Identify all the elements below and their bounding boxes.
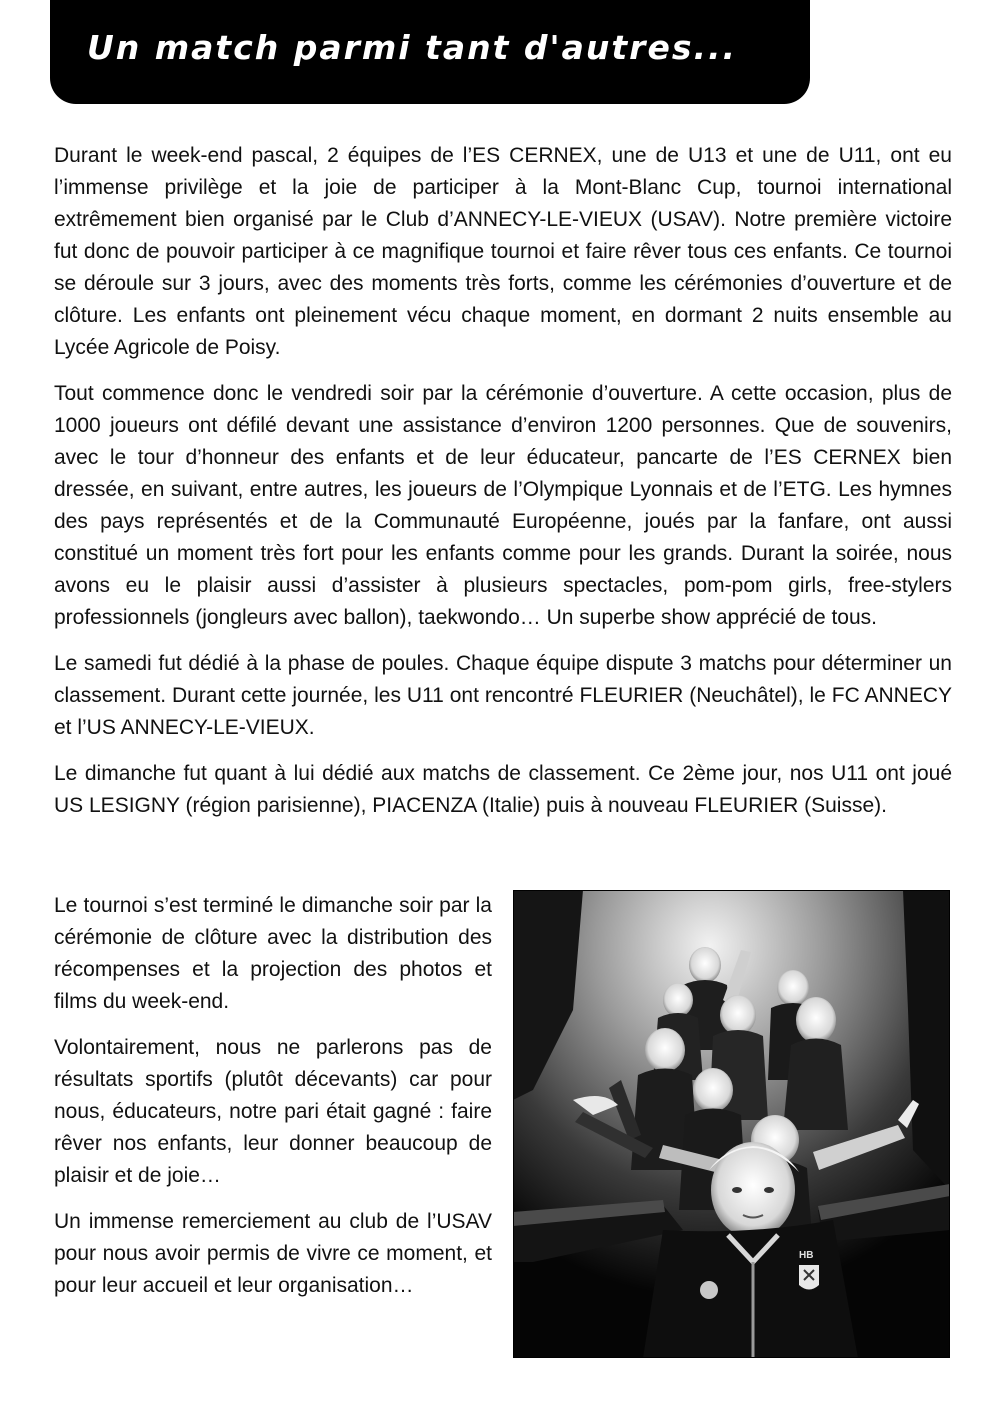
article-paragraph-3: Le samedi fut dédié à la phase de poules. Chaque équipe dispute 3 matchs pour déterminer un classement. Durant cette journée, les U11 ont rencontré FLEURIER (Neuchâtel), le FC ANNECY et l’US ANNECY-LE-VIEUX. xyxy=(54,652,952,739)
article-paragraph-2: Tout commence donc le vendredi soir par la cérémonie d’ouverture. A cette occasion, plus de 1000 joueurs ont défilé devant une assistance d’environ 1200 personnes. Que de souvenirs, avec le tour d’honneur des enfants et de leur éducateur, pancarte de l’ES CERNEX bien dressée, en suivant, entre autres, les joueurs de l’Olympique Lyonnais et de l’ETG. Les hymnes des pays représentés et de la Communauté Européenne, joués par la fanfare, ont aussi constitué un moment très fort pour les enfants comme pour les grands. Durant la soirée, nous avons eu le plaisir aussi d’assister à plusieurs spectacles, pom-pom girls, free-stylers professionnels (jongleurs avec ballon), taekwondo… Un superbe show apprécié de tous. xyxy=(54,382,952,629)
closing-paragraph-3: Un immense remerciement au club de l’USAV pour nous avoir permis de vivre ce moment, et pour leur accueil et leur organisation… xyxy=(54,1210,492,1297)
closing-paragraph-1: Le tournoi s’est terminé le dimanche soir par la cérémonie de clôture avec la distribution des récompenses et la projection des photos et films du week-end. xyxy=(54,894,492,1013)
article-paragraph-1: Durant le week-end pascal, 2 équipes de l’ES CERNEX, une de U13 et une de U11, ont eu l’immense privilège et la joie de participer à la Mont-Blanc Cup, tournoi international extrêmement bien organisé par le Club d’ANNECY-LE-VIEUX (USAV). Notre première victoire fut donc de pouvoir participer à ce magnifique tournoi et faire rêver tous ces enfants. Ce tournoi se déroule sur 3 jours, avec des moments très forts, comme les cérémonies d’ouverture et de clôture. Les enfants ont pleinement vécu chaque moment, en dormant 2 nuits ensemble au Lycée Agricole de Poisy. xyxy=(54,144,952,359)
closing-paragraph-2: Volontairement, nous ne parlerons pas de résultats sportifs (plutôt décevants) car pour nous, éducateurs, notre pari était gagné : faire rêver nos enfants, leur donner beaucoup de plaisir et de joie… xyxy=(54,1036,492,1187)
photo-side-text xyxy=(54,890,492,1316)
page-title: Un match parmi tant d'autres... xyxy=(87,28,738,67)
jacket-initials: HB xyxy=(799,1250,814,1261)
title-banner xyxy=(50,0,810,104)
article-paragraph-4: Le dimanche fut quant à lui dédié aux matchs de classement. Ce 2ème jour, nos U11 ont joué US LESIGNY (région parisienne), PIACENZA (Italie) puis à nouveau FLEURIER (Suisse). xyxy=(54,762,952,817)
team-photo-illustration xyxy=(513,890,950,1358)
article-body xyxy=(54,140,952,836)
team-photo xyxy=(513,890,950,1358)
